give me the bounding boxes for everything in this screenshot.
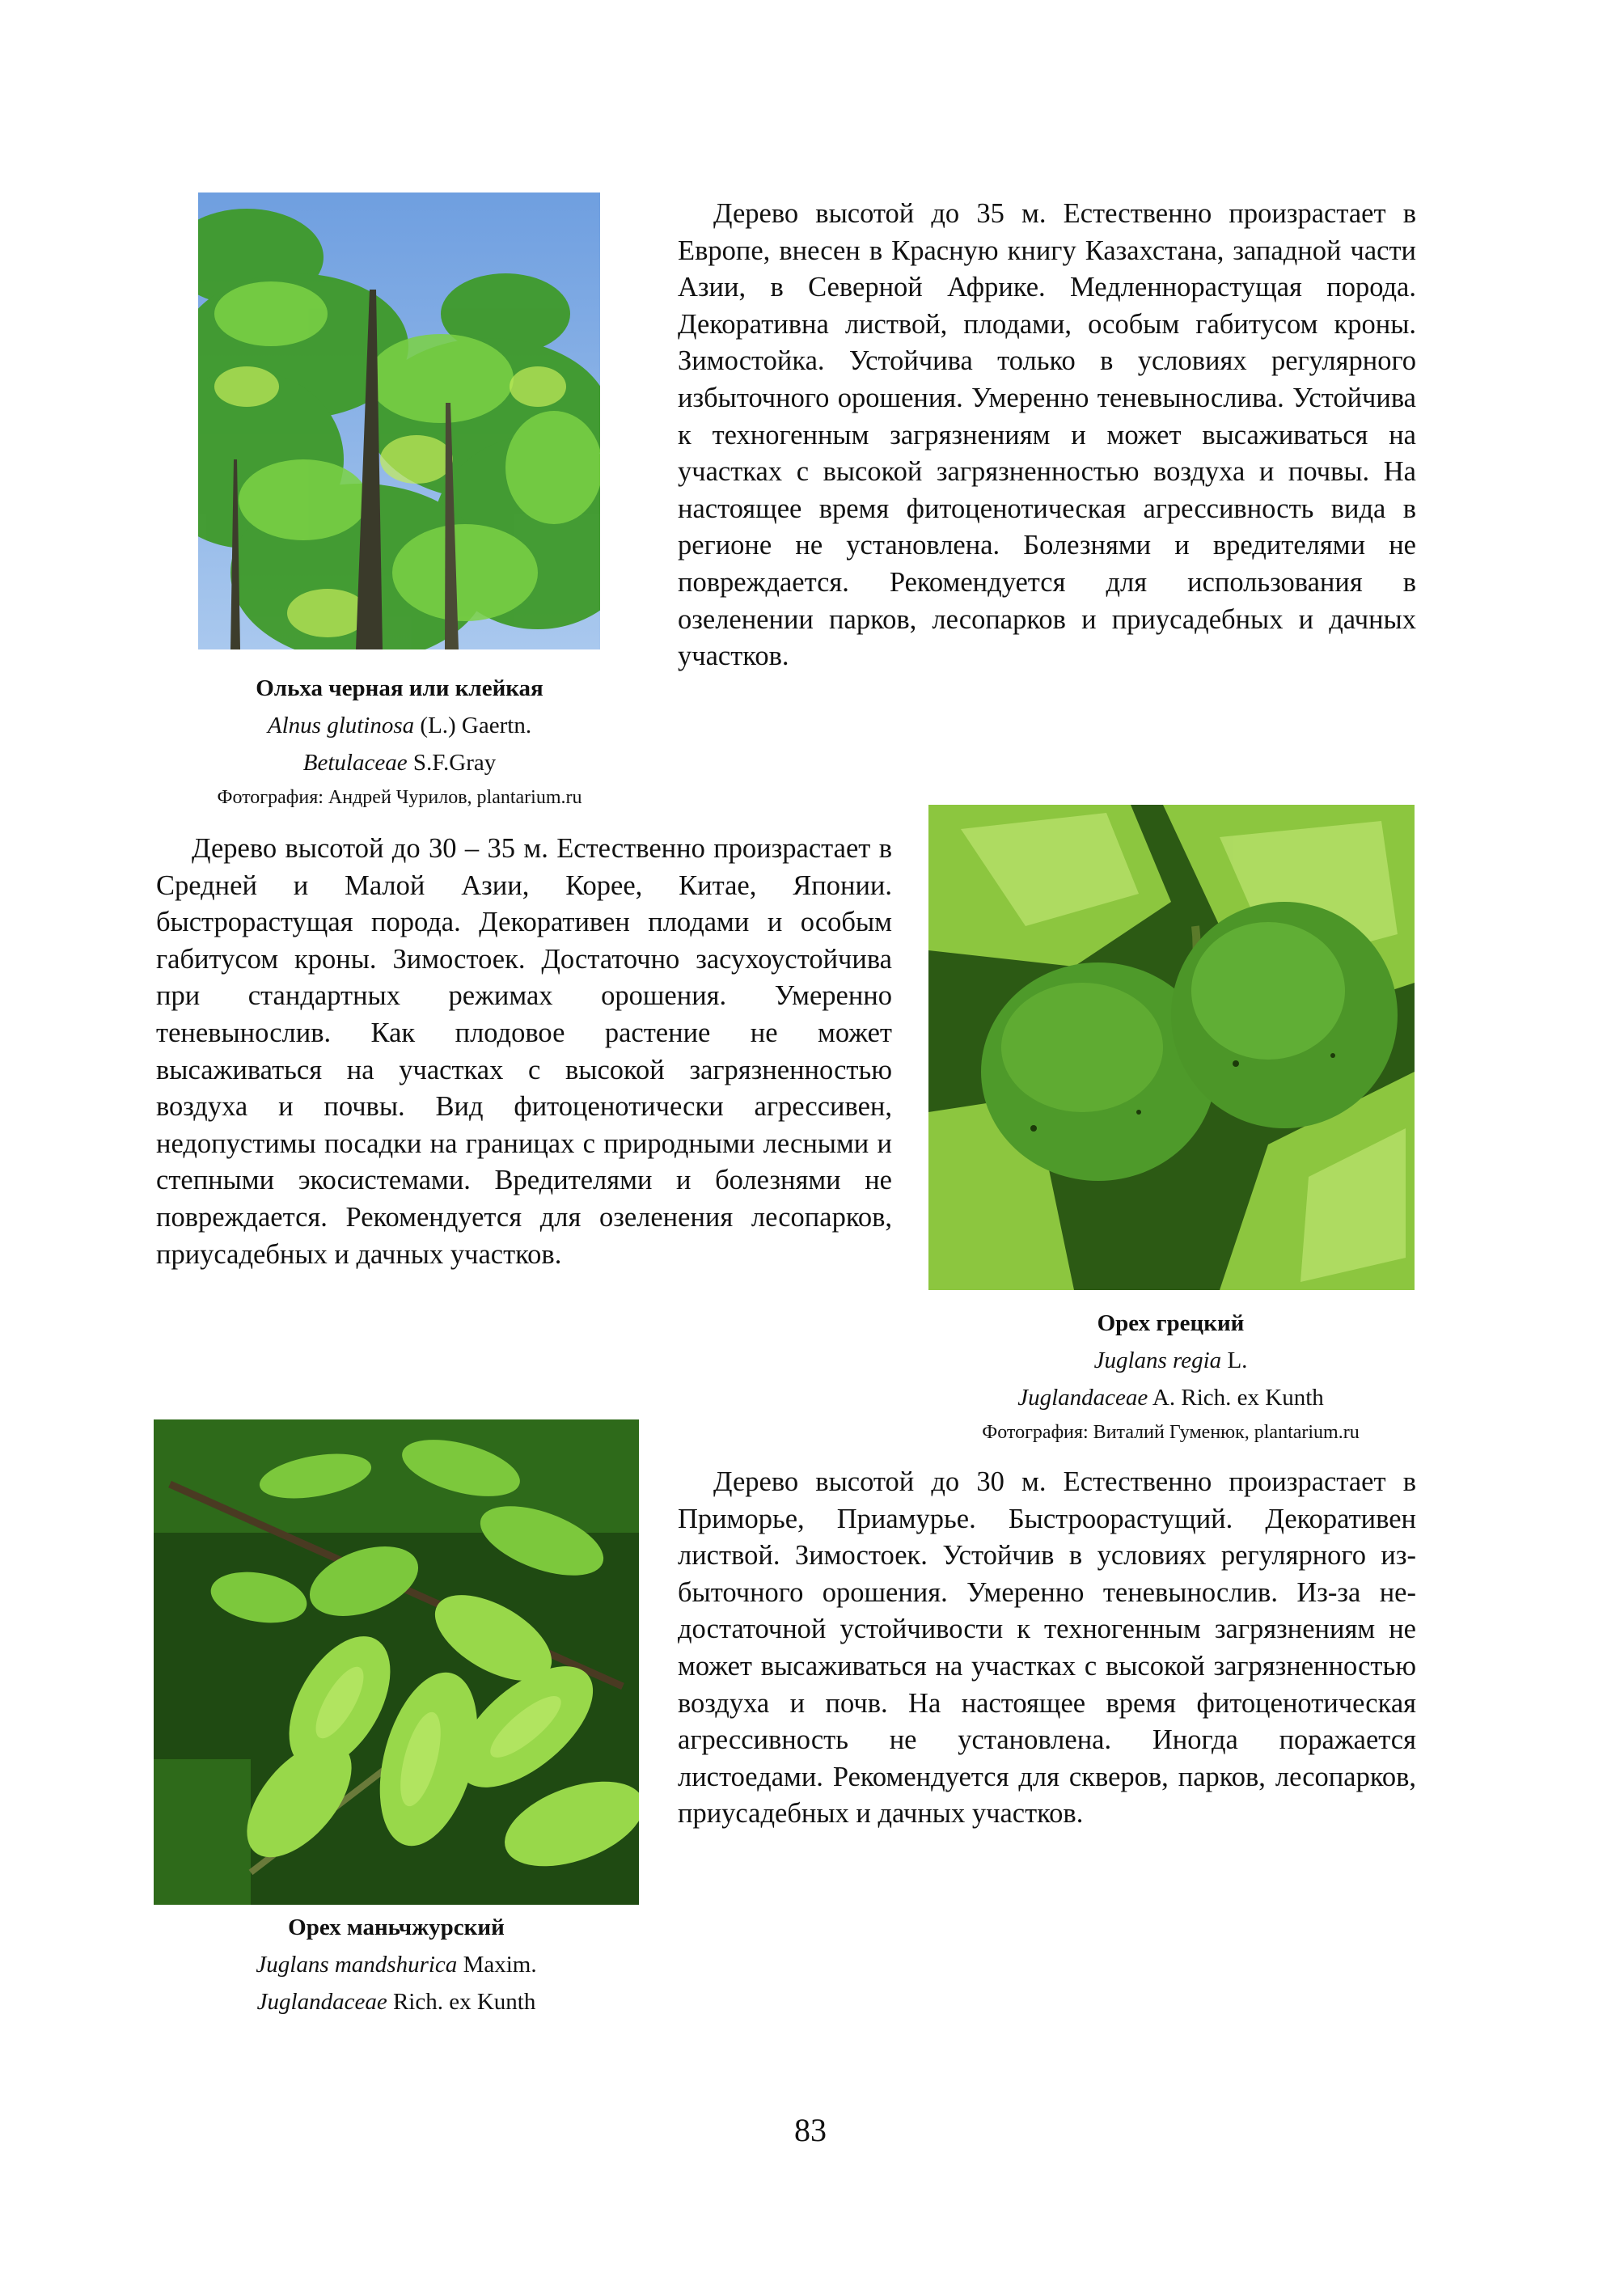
alder-common-name: Ольха черная или клейкая (256, 675, 543, 701)
walnut-common-name: Орех грецкий (1097, 1310, 1245, 1336)
walnut-family: Juglandaceae A. Rich. ex Kunth (1017, 1385, 1324, 1411)
walnut-photo-credit: Фотография: Виталий Гуменюк, plantarium.ru (982, 1422, 1360, 1443)
alder-family: Betulaceae S.F.Gray (302, 750, 497, 776)
alder-caption (154, 670, 645, 814)
alder-photo-credit: Фотография: Андрей Чурилов, plantarium.ru (217, 787, 582, 808)
alder-latin-name: Alnus glutinosa (L.) Gaertn. (267, 713, 532, 738)
alder-canopy-photo (198, 192, 600, 649)
walnut-latin-name: Juglans regia L. (1093, 1347, 1248, 1373)
alder-description: Дерево высотой до 35 м. Естественно произрастает в Европе, внесен в Красную книгу Казахстана, западной части Азии, в Северной Африке. Медленнорастущая порода. Декоративна листвой, плодами, особым габитусом кроны. Зимостойка. Устойчива только в условиях регулярного избыточного орошения. Умеренно теневынослива. Устойчива к техногенным загрязнениям и может высаживаться на участках с высокой загрязненностью воздуха и почвы. На настоящее время фитоценотическая агрессивность вида в регионе не установлена. Болезнями и вредителями не повреждается. Рекомендуется для использования в озеленении парков, лесопарков и приусадебных и дачных участков. (678, 198, 1416, 672)
manchurian-walnut-caption (154, 1909, 639, 2020)
manchurian-walnut-common-name: Орех маньчжурский (288, 1914, 505, 1940)
manchurian-walnut-latin-name: Juglans mandshurica Maxim. (256, 1952, 537, 1978)
walnut-description: Дерево высотой до 30 – 35 м. Естественно произрастает в Средней и Малой Азии, Корее, Китае, Японии. быстрорастущая порода. Декоративен плодами и особым габитусом кроны. Зимостоек. Достаточно засухоустойчива при стандартных режимах орошения. Умеренно теневынослив. Как плодовое растение не может высаживаться на участках с высокой загрязненностью воздуха и почвы. Вид фитоценотически агрессивен, недопустимы посадки на границах с природными лесными и степными экосистемами. Вредителями и болезнями не повреждается. Рекомендуется для озеленения лесопарков, приусадебных и дачных участков. (156, 833, 892, 1270)
walnut-fruit-photo (928, 805, 1415, 1290)
manchurian-walnut-family: Juglandaceae Rich. ex Kunth (256, 1989, 536, 2015)
manchurian-walnut-description: Дерево высотой до 30 м. Естественно произрастает в Приморье, Приамурье. Быстроорастущий. Декоративен листвой. Зимостоек. Устойчив в условиях регулярного избыточного орошения. Умеренно теневынослив. Из-за недостаточной устойчивости к техногенным загрязнениям не может высаживаться на участках с высокой загрязненностью воздуха и почв. На настоящее время фитоценотическая агрессивность не установлена. Иногда поражается листоедами. Рекомендуется для скверов, парков, лесопарков, приусадебных и дачных участков. (678, 1466, 1416, 1830)
walnut-caption (861, 1305, 1480, 1449)
page-number: 83 (794, 2112, 827, 2148)
manchurian-walnut-photo (154, 1419, 639, 1905)
